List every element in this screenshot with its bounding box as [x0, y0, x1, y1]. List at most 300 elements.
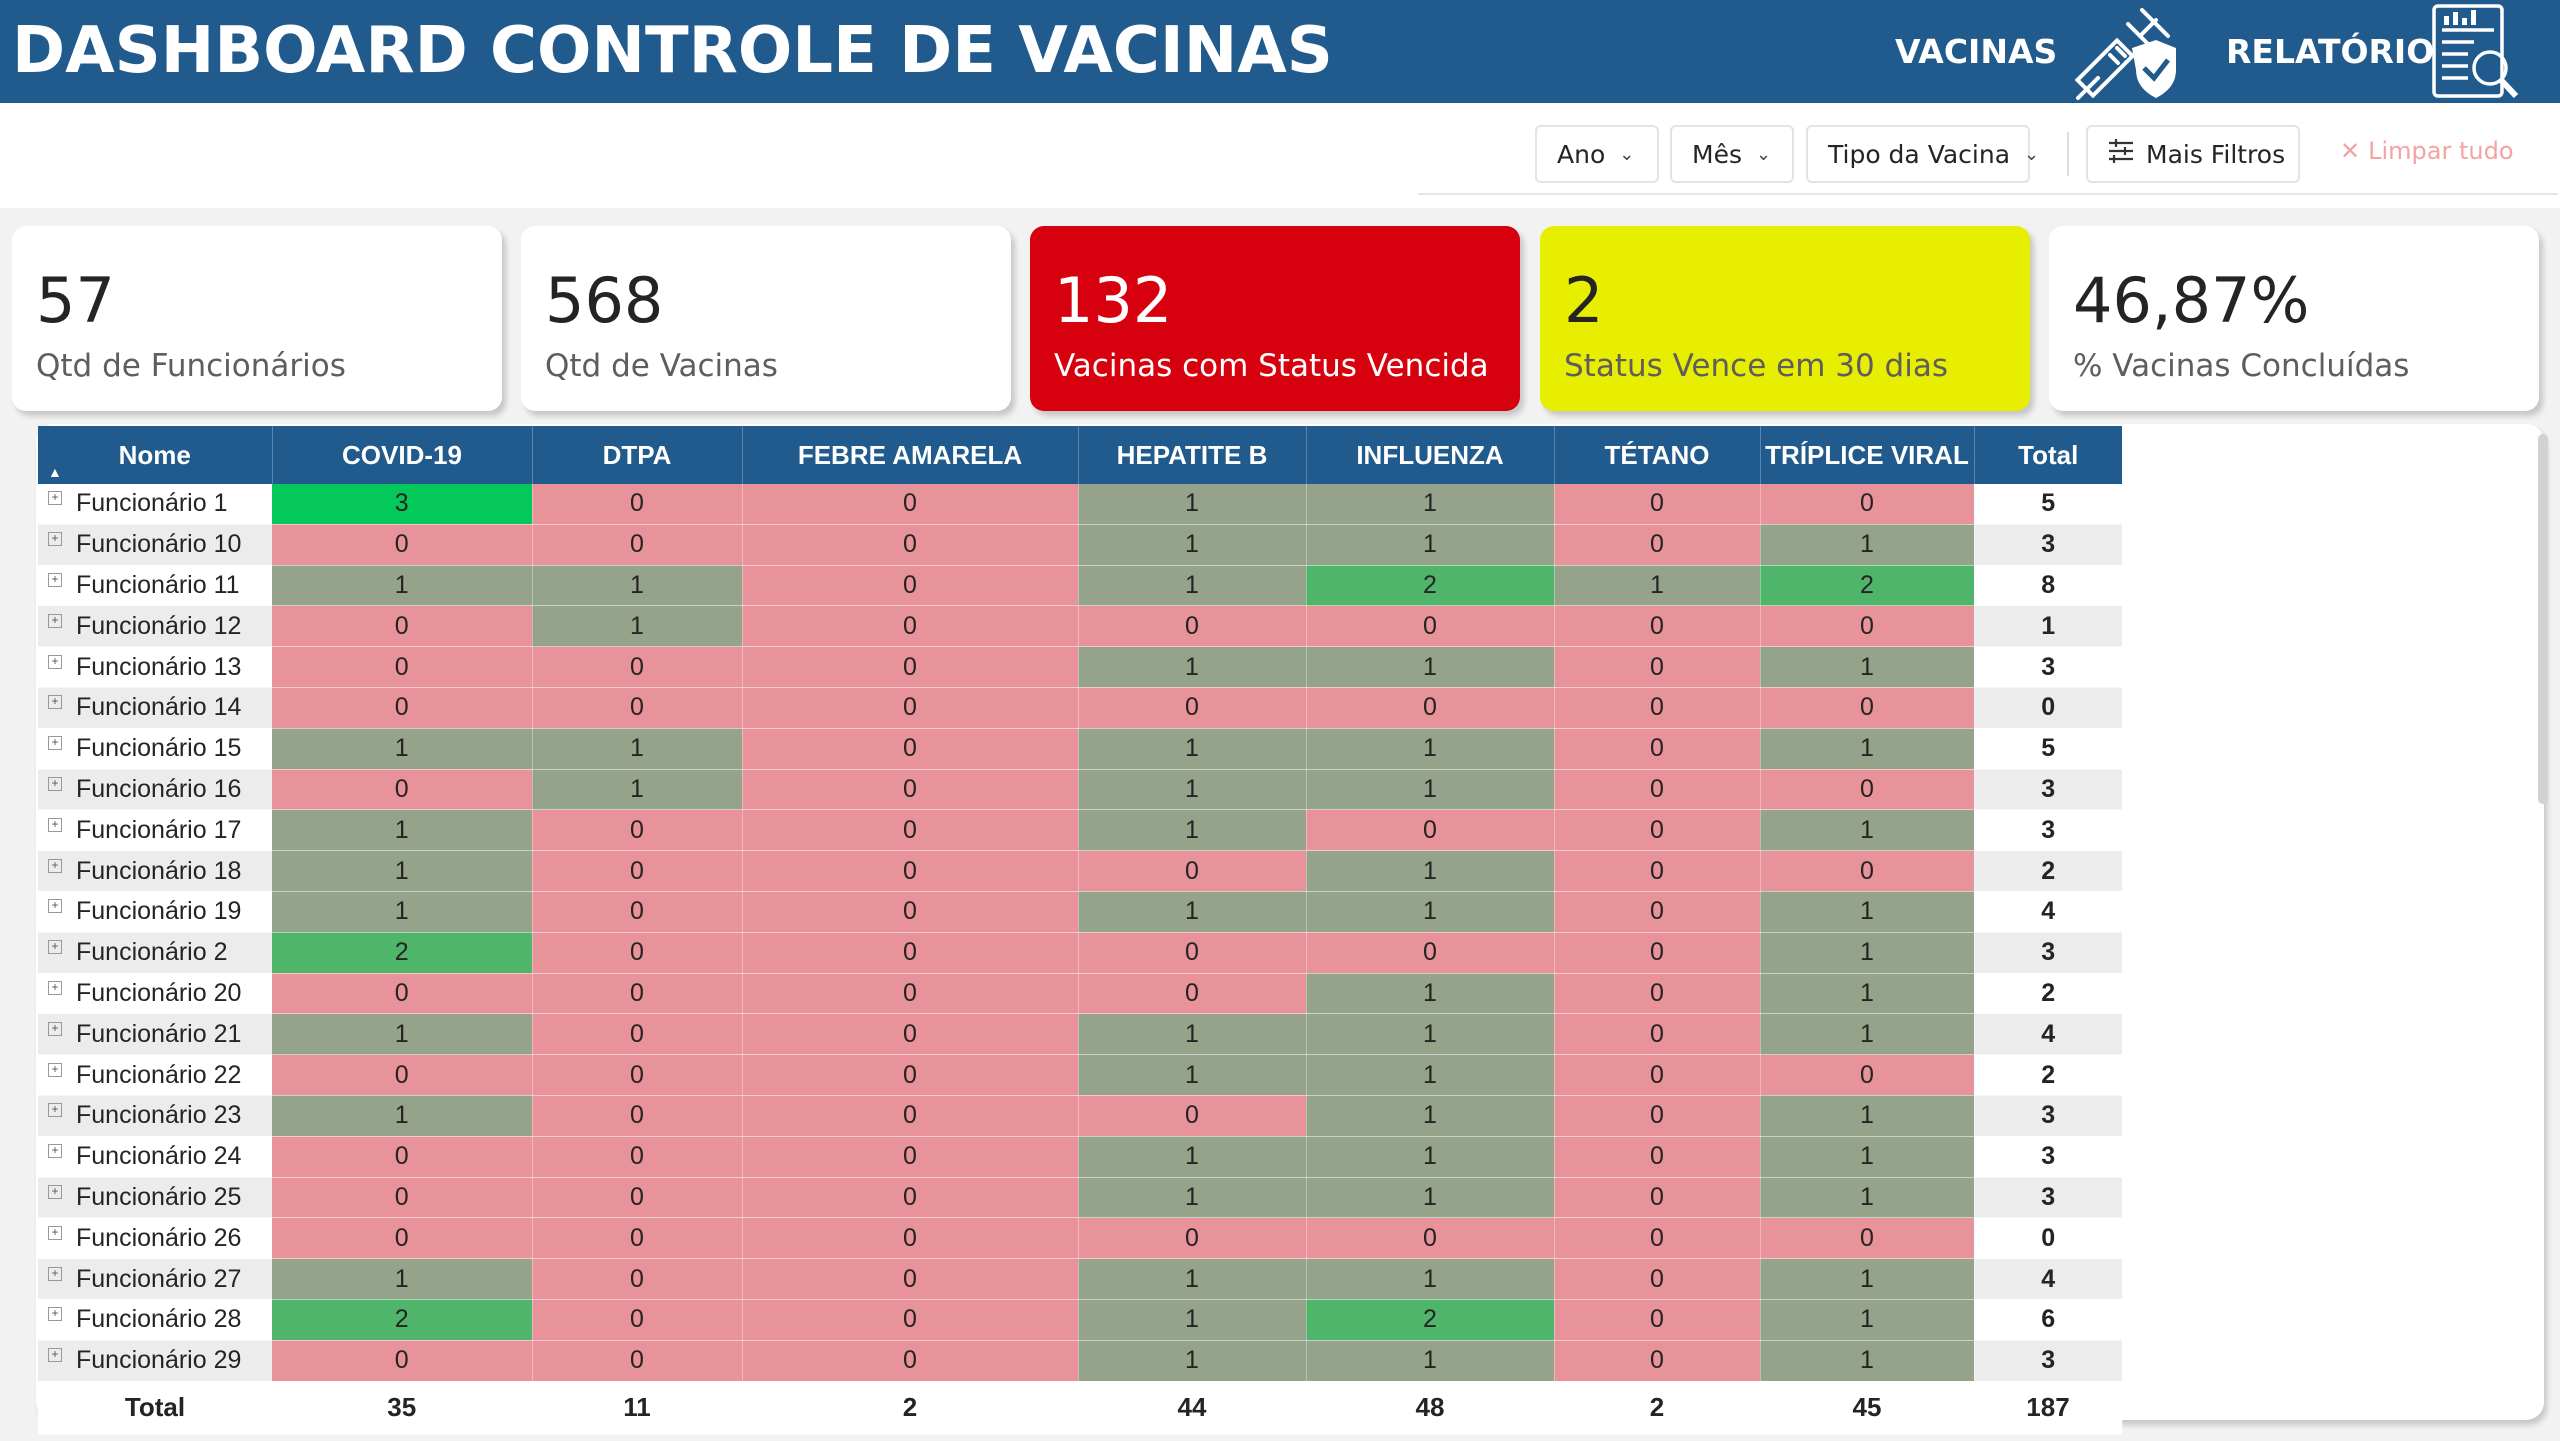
- totals-row: [38, 1381, 2122, 1434]
- expand-icon[interactable]: +: [48, 1307, 62, 1321]
- clear-all-label: Limpar tudo: [2368, 137, 2514, 165]
- vaccine-count-cell: 0: [1554, 647, 1760, 688]
- column-header-total[interactable]: Total: [1974, 426, 2122, 484]
- employee-name-cell[interactable]: [38, 851, 272, 892]
- employee-name-cell[interactable]: [38, 647, 272, 688]
- expand-icon[interactable]: +: [48, 614, 62, 628]
- vaccine-count-cell: 0: [532, 687, 742, 728]
- row-total-cell: 2: [1974, 851, 2122, 892]
- vaccine-count-cell: 0: [1554, 606, 1760, 647]
- employee-name: Funcionário 29: [76, 1346, 242, 1375]
- vaccine-count-cell: 1: [1078, 1055, 1306, 1096]
- vaccine-count-cell: 0: [1554, 1299, 1760, 1340]
- expand-icon[interactable]: +: [48, 818, 62, 832]
- employee-name-cell[interactable]: [38, 524, 272, 565]
- table-row[interactable]: [38, 565, 2122, 606]
- column-header-covid[interactable]: COVID-19: [272, 426, 532, 484]
- employee-name-cell[interactable]: [38, 973, 272, 1014]
- filter-ano[interactable]: [1535, 125, 1659, 183]
- vaccine-count-cell: 0: [1306, 1218, 1554, 1259]
- employee-name-cell[interactable]: [38, 891, 272, 932]
- employee-name-cell[interactable]: [38, 484, 272, 524]
- vaccine-count-cell: 1: [532, 769, 742, 810]
- vaccine-count-cell: 1: [1760, 810, 1974, 851]
- row-total-cell: 1: [1974, 606, 2122, 647]
- vaccine-count-cell: 0: [532, 810, 742, 851]
- vaccine-count-cell: 0: [1760, 1218, 1974, 1259]
- vaccine-count-cell: 1: [532, 606, 742, 647]
- row-total-cell: 3: [1974, 810, 2122, 851]
- vaccine-count-cell: 1: [1306, 647, 1554, 688]
- kpi-card-vence-30-dias: [1540, 226, 2030, 411]
- vaccine-count-cell: 0: [742, 565, 1078, 606]
- chevron-down-icon: ⌄: [2024, 143, 2040, 165]
- vaccine-count-cell: 2: [272, 932, 532, 973]
- vaccine-count-cell: 0: [1078, 851, 1306, 892]
- vaccine-count-cell: 1: [1306, 891, 1554, 932]
- employee-name: Funcionário 17: [76, 815, 242, 844]
- header-bar: [0, 0, 2560, 103]
- vaccine-count-cell: 1: [1078, 647, 1306, 688]
- table-row[interactable]: [38, 1218, 2122, 1259]
- sliders-icon: [2108, 139, 2134, 169]
- vaccine-count-cell: 0: [532, 1136, 742, 1177]
- row-total-cell: 3: [1974, 1095, 2122, 1136]
- employee-name-cell[interactable]: [38, 810, 272, 851]
- vaccine-count-cell: 0: [1306, 687, 1554, 728]
- vaccine-count-cell: 1: [272, 1095, 532, 1136]
- kpi-value: 132: [1054, 264, 1173, 337]
- column-header-hepatite-b[interactable]: HEPATITE B: [1078, 426, 1306, 484]
- vaccine-count-cell: 0: [1554, 728, 1760, 769]
- more-filters-label: Mais Filtros: [2146, 139, 2286, 169]
- vaccine-count-cell: 0: [1554, 1177, 1760, 1218]
- vaccine-count-cell: 0: [272, 1136, 532, 1177]
- vaccine-count-cell: 1: [1078, 524, 1306, 565]
- employee-name: Funcionário 26: [76, 1223, 242, 1252]
- vaccine-count-cell: 1: [1760, 1340, 1974, 1381]
- column-header-nome[interactable]: Nome ▲: [38, 426, 272, 484]
- employee-name: Funcionário 16: [76, 774, 242, 803]
- vaccine-count-cell: 0: [1554, 1014, 1760, 1055]
- vaccine-count-cell: 1: [272, 565, 532, 606]
- expand-icon[interactable]: +: [48, 695, 62, 709]
- vaccine-count-cell: 1: [1306, 524, 1554, 565]
- kpi-card-vacinas: [521, 226, 1011, 411]
- vaccine-count-cell: 0: [272, 606, 532, 647]
- employee-name-cell[interactable]: [38, 687, 272, 728]
- vaccine-count-cell: 1: [1760, 932, 1974, 973]
- filter-tipo-vacina[interactable]: [1806, 125, 2040, 183]
- table-row[interactable]: [38, 1177, 2122, 1218]
- vaccine-count-cell: 1: [272, 810, 532, 851]
- vaccine-count-cell: 0: [742, 606, 1078, 647]
- filter-ano-label: Ano: [1557, 139, 1606, 169]
- vaccine-count-cell: 0: [1554, 484, 1760, 524]
- expand-icon[interactable]: +: [48, 1348, 62, 1362]
- table-row[interactable]: [38, 484, 2122, 524]
- row-total-cell: 0: [1974, 1218, 2122, 1259]
- table-row[interactable]: [38, 1299, 2122, 1340]
- vaccine-count-cell: 1: [1306, 484, 1554, 524]
- page-title: DASHBOARD CONTROLE DE VACINAS: [12, 14, 1333, 88]
- sort-ascending-icon: ▲: [48, 464, 62, 480]
- kpi-value: 2: [1564, 264, 1604, 337]
- column-total-cell: 35: [272, 1381, 532, 1434]
- column-total-cell: 2: [742, 1381, 1078, 1434]
- vaccine-count-cell: 0: [272, 1177, 532, 1218]
- expand-icon[interactable]: +: [48, 532, 62, 546]
- vaccine-count-cell: 1: [272, 1014, 532, 1055]
- employee-name: Funcionário 27: [76, 1264, 242, 1293]
- table-row[interactable]: [38, 728, 2122, 769]
- row-total-cell: 4: [1974, 891, 2122, 932]
- row-total-cell: 2: [1974, 973, 2122, 1014]
- employee-name: Funcionário 24: [76, 1142, 242, 1171]
- employee-name: Funcionário 19: [76, 897, 242, 926]
- vaccine-count-cell: 0: [742, 1340, 1078, 1381]
- kpi-label: Vacinas com Status Vencida: [1054, 348, 1489, 384]
- vaccine-count-cell: 0: [742, 687, 1078, 728]
- vaccine-count-cell: 1: [1760, 728, 1974, 769]
- vaccine-count-cell: 1: [1078, 484, 1306, 524]
- row-total-cell: 4: [1974, 1259, 2122, 1300]
- vaccine-count-cell: 1: [1078, 728, 1306, 769]
- header-row: [38, 426, 2122, 484]
- kpi-label: % Vacinas Concluídas: [2073, 348, 2410, 384]
- filter-mes[interactable]: [1670, 125, 1794, 183]
- vaccine-count-cell: 0: [1760, 851, 1974, 892]
- totals-label: Total: [38, 1381, 272, 1434]
- expand-icon[interactable]: +: [48, 1226, 62, 1240]
- grand-total-cell: 187: [1974, 1381, 2122, 1434]
- vaccine-count-cell: 0: [742, 524, 1078, 565]
- table-row[interactable]: [38, 1095, 2122, 1136]
- expand-icon[interactable]: +: [48, 1063, 62, 1077]
- vaccine-count-cell: 1: [1306, 1095, 1554, 1136]
- vaccine-count-cell: 1: [1760, 1259, 1974, 1300]
- vaccine-count-cell: 0: [532, 1095, 742, 1136]
- row-total-cell: 2: [1974, 1055, 2122, 1096]
- vaccine-count-cell: 0: [742, 1218, 1078, 1259]
- vaccine-count-cell: 0: [1760, 687, 1974, 728]
- employee-name-cell[interactable]: [38, 932, 272, 973]
- vaccine-count-cell: 1: [272, 1259, 532, 1300]
- column-total-cell: 45: [1760, 1381, 1974, 1434]
- vaccine-count-cell: 2: [1760, 565, 1974, 606]
- employee-name-cell[interactable]: [38, 769, 272, 810]
- expand-icon[interactable]: +: [48, 1022, 62, 1036]
- vaccine-count-cell: 0: [532, 1259, 742, 1300]
- vaccine-count-cell: 3: [272, 484, 532, 524]
- kpi-label: Qtd de Vacinas: [545, 348, 778, 384]
- vaccine-count-cell: 0: [1554, 810, 1760, 851]
- vaccine-count-cell: 0: [532, 1014, 742, 1055]
- employee-name: Funcionário 11: [76, 570, 240, 599]
- row-total-cell: 3: [1974, 1177, 2122, 1218]
- vaccine-count-cell: 0: [1760, 484, 1974, 524]
- vaccine-count-cell: 1: [1078, 565, 1306, 606]
- vaccine-count-cell: 1: [532, 565, 742, 606]
- nav-vacinas[interactable]: [1895, 0, 2057, 103]
- table-row[interactable]: [38, 647, 2122, 688]
- employee-name: Funcionário 12: [76, 611, 242, 640]
- vaccine-count-cell: 0: [1554, 891, 1760, 932]
- vaccine-count-cell: 0: [742, 1299, 1078, 1340]
- table-row[interactable]: [38, 891, 2122, 932]
- expand-icon[interactable]: +: [48, 1144, 62, 1158]
- employee-name: Funcionário 1: [76, 489, 228, 518]
- vaccine-count-cell: 0: [532, 973, 742, 1014]
- expand-icon[interactable]: +: [48, 1185, 62, 1199]
- vaccine-count-cell: 1: [1078, 1299, 1306, 1340]
- vaccine-count-cell: 1: [1760, 1177, 1974, 1218]
- vaccine-count-cell: 1: [272, 851, 532, 892]
- vaccine-count-cell: 0: [742, 728, 1078, 769]
- row-total-cell: 3: [1974, 524, 2122, 565]
- column-header-triplice-viral[interactable]: TRÍPLICE VIRAL: [1760, 426, 1974, 484]
- column-header-dtpa[interactable]: DTPA: [532, 426, 742, 484]
- vaccine-count-cell: 0: [272, 1218, 532, 1259]
- vaccine-count-cell: 1: [1760, 973, 1974, 1014]
- nav-relatorio-label: RELATÓRIO: [2226, 32, 2435, 71]
- employee-name-cell[interactable]: [38, 1218, 272, 1259]
- vaccine-count-cell: 0: [1554, 1218, 1760, 1259]
- table-row[interactable]: [38, 973, 2122, 1014]
- filter-divider: [1418, 193, 2558, 195]
- vaccine-count-cell: 0: [1760, 606, 1974, 647]
- vaccine-count-cell: 0: [532, 484, 742, 524]
- vaccine-count-cell: 1: [1078, 1340, 1306, 1381]
- employee-name-cell[interactable]: [38, 606, 272, 647]
- vaccine-count-cell: 0: [1554, 851, 1760, 892]
- syringe-shield-icon[interactable]: [2070, 0, 2180, 103]
- vaccine-count-cell: 2: [272, 1299, 532, 1340]
- vaccine-count-cell: 1: [1306, 769, 1554, 810]
- more-filters-button[interactable]: [2086, 125, 2300, 183]
- expand-icon[interactable]: +: [48, 1267, 62, 1281]
- employee-name-cell[interactable]: [38, 1299, 272, 1340]
- employee-name: Funcionário 14: [76, 693, 242, 722]
- column-total-cell: 44: [1078, 1381, 1306, 1434]
- vaccine-count-cell: 1: [1306, 1340, 1554, 1381]
- expand-icon[interactable]: +: [48, 899, 62, 913]
- table-row[interactable]: [38, 851, 2122, 892]
- vaccine-count-cell: 0: [1078, 687, 1306, 728]
- vaccine-count-cell: 0: [742, 932, 1078, 973]
- expand-icon[interactable]: +: [48, 981, 62, 995]
- vaccine-count-cell: 1: [1760, 1014, 1974, 1055]
- row-total-cell: 3: [1974, 769, 2122, 810]
- employee-name: Funcionário 25: [76, 1182, 242, 1211]
- close-icon: ✕: [2340, 137, 2361, 165]
- kpi-value: 46,87%: [2073, 264, 2310, 337]
- vaccine-count-cell: 1: [1760, 1095, 1974, 1136]
- table-row[interactable]: [38, 1259, 2122, 1300]
- vaccine-count-cell: 1: [1078, 1177, 1306, 1218]
- vaccine-count-cell: 1: [1306, 851, 1554, 892]
- vaccine-count-cell: 0: [1306, 810, 1554, 851]
- vaccine-count-cell: 1: [1760, 1299, 1974, 1340]
- expand-icon[interactable]: +: [48, 777, 62, 791]
- vaccine-count-cell: 0: [1554, 1055, 1760, 1096]
- vaccine-count-cell: 0: [1554, 1095, 1760, 1136]
- vaccine-count-cell: 0: [532, 1177, 742, 1218]
- table-row[interactable]: [38, 769, 2122, 810]
- vaccine-count-cell: 1: [1554, 565, 1760, 606]
- vaccine-count-cell: 2: [1306, 1299, 1554, 1340]
- employee-name-cell[interactable]: [38, 1095, 272, 1136]
- employee-name-cell[interactable]: [38, 1340, 272, 1381]
- vaccine-count-cell: 0: [272, 647, 532, 688]
- vaccine-count-cell: 0: [742, 973, 1078, 1014]
- vaccine-count-cell: 2: [1306, 565, 1554, 606]
- vaccine-count-cell: 0: [1078, 932, 1306, 973]
- employee-name-cell[interactable]: [38, 1136, 272, 1177]
- vaccine-count-cell: 0: [272, 769, 532, 810]
- filter-separator: [2067, 132, 2069, 176]
- expand-icon[interactable]: +: [48, 736, 62, 750]
- vaccine-count-cell: 0: [1078, 1095, 1306, 1136]
- vaccine-count-cell: 0: [532, 1299, 742, 1340]
- vaccine-count-cell: 1: [1078, 1014, 1306, 1055]
- vaccine-count-cell: 0: [1078, 973, 1306, 1014]
- column-header-tetano[interactable]: TÉTANO: [1554, 426, 1760, 484]
- clear-all-button[interactable]: [2340, 137, 2514, 165]
- vaccine-count-cell: 0: [1078, 606, 1306, 647]
- column-total-cell: 2: [1554, 1381, 1760, 1434]
- vaccine-count-cell: 0: [272, 1055, 532, 1096]
- vaccine-count-cell: 0: [532, 1055, 742, 1096]
- filter-tipo-label: Tipo da Vacina: [1828, 139, 2011, 169]
- employee-name-cell[interactable]: [38, 1259, 272, 1300]
- vaccine-count-cell: 0: [742, 769, 1078, 810]
- vaccine-count-cell: 0: [272, 524, 532, 565]
- vaccine-count-cell: 0: [742, 1055, 1078, 1096]
- kpi-label: Qtd de Funcionários: [36, 348, 346, 384]
- vaccine-count-cell: 0: [742, 484, 1078, 524]
- employee-name-cell[interactable]: [38, 728, 272, 769]
- employee-name: Funcionário 15: [76, 734, 242, 763]
- vaccine-count-cell: 0: [742, 1259, 1078, 1300]
- expand-icon[interactable]: +: [48, 859, 62, 873]
- vertical-scrollbar[interactable]: [2538, 434, 2548, 804]
- table-row[interactable]: [38, 810, 2122, 851]
- expand-icon[interactable]: +: [48, 491, 62, 505]
- vaccine-count-cell: 1: [1760, 1136, 1974, 1177]
- vaccine-count-cell: 1: [1306, 1055, 1554, 1096]
- vaccine-count-cell: 0: [1554, 769, 1760, 810]
- vaccine-count-cell: 1: [272, 728, 532, 769]
- employee-name-cell[interactable]: [38, 1177, 272, 1218]
- column-header-influenza[interactable]: INFLUENZA: [1306, 426, 1554, 484]
- vaccine-count-cell: 0: [532, 851, 742, 892]
- vaccine-count-cell: 1: [1760, 891, 1974, 932]
- expand-icon[interactable]: +: [48, 940, 62, 954]
- table-row[interactable]: [38, 1014, 2122, 1055]
- filter-mes-label: Mês: [1692, 139, 1742, 169]
- row-total-cell: 0: [1974, 687, 2122, 728]
- report-search-icon[interactable]: [2428, 0, 2522, 103]
- vaccine-count-cell: 1: [1306, 728, 1554, 769]
- employee-name: Funcionário 10: [76, 530, 242, 559]
- vaccine-count-cell: 0: [1554, 1259, 1760, 1300]
- table-row[interactable]: [38, 1136, 2122, 1177]
- table-row[interactable]: [38, 1340, 2122, 1381]
- column-header-febre-amarela[interactable]: FEBRE AMARELA: [742, 426, 1078, 484]
- employee-name-cell[interactable]: [38, 1055, 272, 1096]
- vaccine-count-cell: 0: [532, 647, 742, 688]
- vaccine-count-cell: 0: [272, 687, 532, 728]
- nav-relatorio[interactable]: [2226, 0, 2434, 103]
- employee-name: Funcionário 23: [76, 1101, 242, 1130]
- employee-name: Funcionário 21: [76, 1019, 242, 1048]
- vaccine-count-cell: 0: [272, 1340, 532, 1381]
- kpi-card-concluidas: [2049, 226, 2539, 411]
- vaccine-count-cell: 1: [1078, 810, 1306, 851]
- employee-name: Funcionário 28: [76, 1305, 242, 1334]
- row-total-cell: 5: [1974, 484, 2122, 524]
- vaccine-count-cell: 0: [1078, 1218, 1306, 1259]
- vaccine-matrix: [38, 426, 2123, 1435]
- vaccine-count-cell: 0: [532, 1340, 742, 1381]
- vaccine-count-cell: 0: [1554, 932, 1760, 973]
- expand-icon[interactable]: +: [48, 573, 62, 587]
- kpi-card-funcionarios: [12, 226, 502, 411]
- row-total-cell: 3: [1974, 1340, 2122, 1381]
- vaccine-count-cell: 0: [742, 1095, 1078, 1136]
- vaccine-count-cell: 1: [1078, 891, 1306, 932]
- vaccine-count-cell: 1: [532, 728, 742, 769]
- row-total-cell: 3: [1974, 1136, 2122, 1177]
- vaccine-count-cell: 0: [1554, 1136, 1760, 1177]
- vaccine-count-cell: 1: [1760, 647, 1974, 688]
- row-total-cell: 3: [1974, 647, 2122, 688]
- vaccine-count-cell: 0: [1554, 973, 1760, 1014]
- vaccine-count-cell: 0: [1306, 932, 1554, 973]
- vaccine-count-cell: 1: [1306, 1177, 1554, 1218]
- vaccine-count-cell: 1: [1078, 1259, 1306, 1300]
- table-row[interactable]: [38, 606, 2122, 647]
- vaccine-count-cell: 1: [1306, 1014, 1554, 1055]
- table-row[interactable]: [38, 932, 2122, 973]
- vaccine-count-cell: 0: [742, 810, 1078, 851]
- vaccine-count-cell: 0: [742, 1177, 1078, 1218]
- kpi-value: 57: [36, 264, 115, 337]
- vaccine-count-cell: 0: [742, 647, 1078, 688]
- row-total-cell: 6: [1974, 1299, 2122, 1340]
- table-row[interactable]: [38, 524, 2122, 565]
- expand-icon[interactable]: +: [48, 1103, 62, 1117]
- vaccine-count-cell: 1: [1306, 1136, 1554, 1177]
- table-row[interactable]: [38, 1055, 2122, 1096]
- expand-icon[interactable]: +: [48, 655, 62, 669]
- vaccine-count-cell: 1: [1306, 973, 1554, 1014]
- vaccine-count-cell: 1: [1078, 769, 1306, 810]
- kpi-card-vencidas: [1030, 226, 1520, 411]
- column-total-cell: 11: [532, 1381, 742, 1434]
- table-row[interactable]: [38, 687, 2122, 728]
- vaccine-count-cell: 0: [1554, 1340, 1760, 1381]
- employee-name: Funcionário 18: [76, 856, 242, 885]
- row-total-cell: 3: [1974, 932, 2122, 973]
- employee-name-cell[interactable]: [38, 1014, 272, 1055]
- vaccine-count-cell: 0: [742, 851, 1078, 892]
- employee-name-cell[interactable]: [38, 565, 272, 606]
- kpi-label: Status Vence em 30 dias: [1564, 348, 1948, 384]
- row-total-cell: 8: [1974, 565, 2122, 606]
- vaccine-count-cell: 0: [532, 524, 742, 565]
